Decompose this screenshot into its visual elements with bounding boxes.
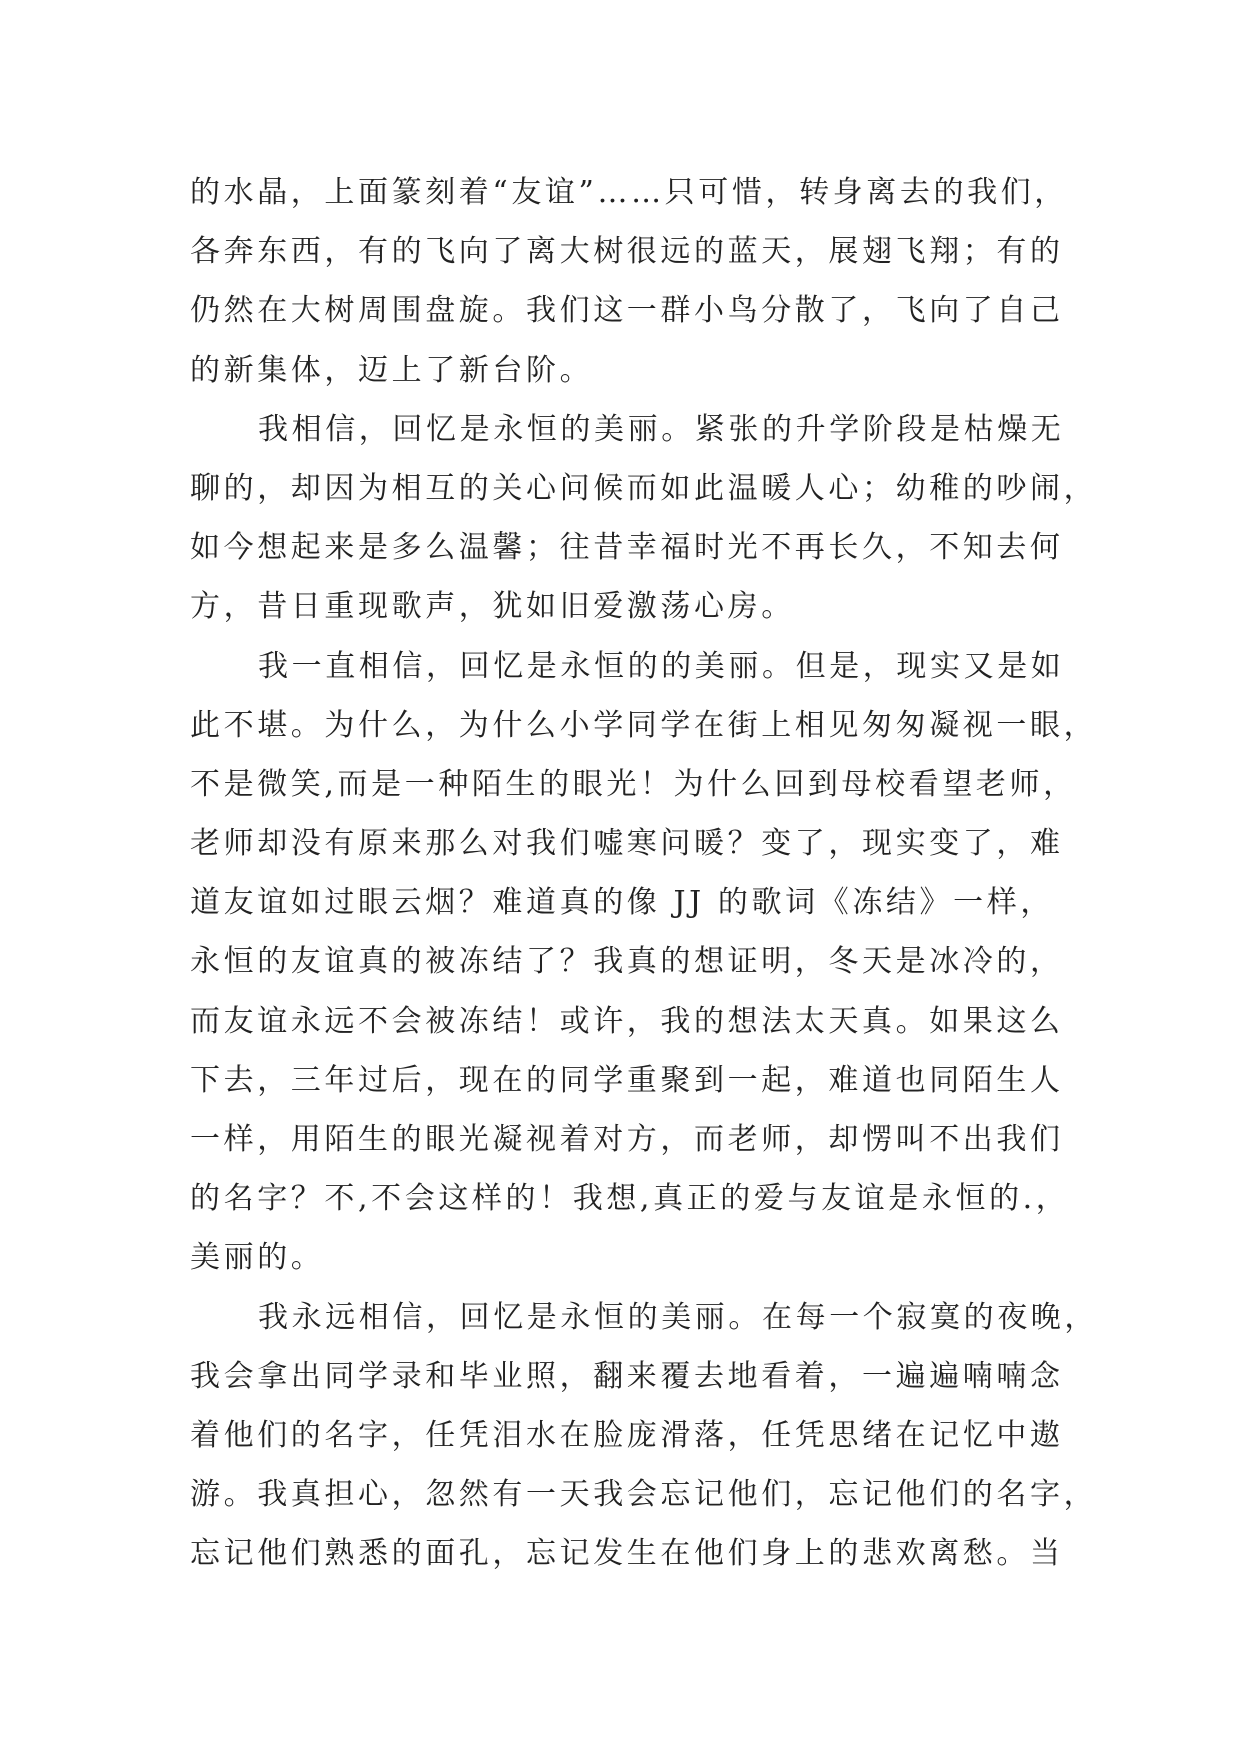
paragraph-3 [190,637,1098,1288]
text-line: 不是微笑,而是一种陌生的眼光！为什么回到母校看望老师， [190,766,1077,802]
paragraph-4 [190,1288,1098,1584]
text-line: 美丽的。 [190,1240,325,1276]
text-line: 一样，用陌生的眼光凝视着对方，而老师，却愣叫不出我们 [190,1122,1064,1157]
text-line: 我一直相信，回忆是永恒的的美丽。但是，现实又是如 [258,648,1065,684]
text-line: 道友谊如过眼云烟？难道真的像 JJ 的歌词《冻结》一样， [190,885,1054,921]
paragraph-1 [190,163,1068,400]
text-line: 聊的，却因为相互的关心问候而如此温暖人心；幼稚的吵闹， [190,470,1098,506]
text-line: 的新集体，迈上了新台阶。 [190,352,594,388]
text-line: 方，昔日重现歌声，犹如旧爱激荡心房。 [190,589,795,625]
text-line: 仍然在大树周围盘旋。我们这一群小鸟分散了，飞向了自己 [190,293,1064,329]
paragraph-2 [190,400,1098,637]
text-line: 此不堪。为什么，为什么小学同学在街上相见匆匆凝视一眼， [190,707,1098,743]
text-line: 的名字？不,不会这样的！我想,真正的爱与友谊是永恒的.， [190,1181,1070,1217]
text-line: 我会拿出同学录和毕业照，翻来覆去地看着，一遍遍喃喃念 [190,1358,1064,1394]
text-line: 而友谊永远不会被冻结！或许，我的想法太天真。如果这么 [190,1003,1064,1039]
text-line: 下去，三年过后，现在的同学重聚到一起，难道也同陌生人 [190,1062,1064,1098]
text-line: 我永远相信，回忆是永恒的美丽。在每一个寂寞的夜晚， [258,1299,1098,1335]
text-line: 游。我真担心，忽然有一天我会忘记他们，忘记他们的名字， [190,1477,1098,1513]
text-line: 永恒的友谊真的被冻结了？我真的想证明，冬天是冰冷的， [190,944,1064,980]
text-line: 着他们的名字，任凭泪水在脸庞滑落，任凭思绪在记忆中遨 [190,1417,1064,1453]
text-line: 老师却没有原来那么对我们嘘寒问暖？变了，现实变了，难 [190,826,1064,862]
text-line: 如今想起来是多么温馨；往昔幸福时光不再长久，不知去何 [190,530,1064,566]
text-line: 各奔东西，有的飞向了离大树很远的蓝天，展翅飞翔；有的 [190,234,1064,270]
document-body [190,163,1098,1584]
text-line: 的水晶，上面篆刻着“友谊”……只可惜，转身离去的我们， [190,175,1068,210]
text-line: 忘记他们熟悉的面孔，忘记发生在他们身上的悲欢离愁。当 [190,1536,1064,1572]
text-line: 我相信，回忆是永恒的美丽。紧张的升学阶段是枯燥无 [258,411,1065,447]
